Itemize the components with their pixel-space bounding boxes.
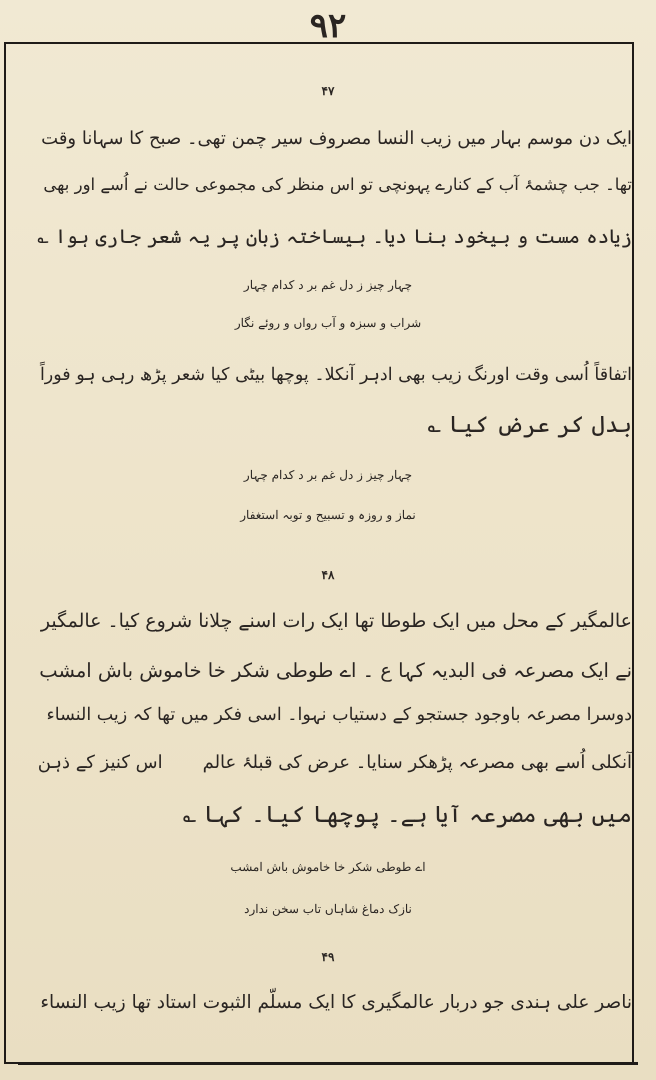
verse-line: چہار چیز ز دل غم بر د کدام چہار — [243, 278, 413, 292]
verse-line: شراب و سبزہ و آب رواں و روئے نگار — [234, 316, 422, 330]
paragraph-line-part: آنکلی اُسے بھی مصرعہ پڑھکر سنایا۔ عرض کی قبلۂ عالم — [202, 752, 632, 773]
page-border-shadow-bottom — [18, 1062, 638, 1065]
paragraph-line-part: اس کنیز کے ذہن — [37, 752, 163, 773]
page-number: ۹۲ — [309, 6, 347, 46]
paragraph-line — [38, 748, 632, 778]
paragraph-line: بدل کر عرض کیا ؎ — [427, 412, 632, 438]
verse-line: نماز و روزہ و تسبیح و توبہ استغفار — [240, 508, 416, 522]
paragraph-line: اتفاقاً اُسی وقت اورنگ زیب بھی ادہر آنکلا۔ پوچھا بیٹی کیا شعر پڑھ رہی ہو فوراً — [39, 365, 632, 385]
paragraph-line: دوسرا مصرعہ باوجود جستجو کے دستیاب نہوا۔ اسی فکر میں تھا کہ زیب النساء — [46, 705, 632, 725]
section-number-48: ۴۸ — [321, 568, 335, 582]
paragraph-line: عالمگیر کے محل میں ایک طوطا تھا ایک رات اسنے چلانا شروع کیا۔ عالمگیر — [40, 610, 632, 632]
paragraph-line: ناصر علی ہندی جو دربار عالمگیری کا ایک مسلّم الثبوت استاد تھا زیب النساء — [40, 992, 632, 1013]
verse-line: نازک دماغ شاہاں تاب سخن ندارد — [244, 902, 412, 916]
section-number-47: ۴۷ — [321, 84, 335, 98]
section-number-49: ۴۹ — [321, 950, 335, 964]
paragraph-line: ایک دن موسم بہار میں زیب النسا مصروف سیر چمن تھی۔ صبح کا سہانا وقت — [41, 128, 632, 149]
verse-line: اے طوطی شکر خا خاموش باش امشب — [230, 860, 426, 874]
paragraph-line: زیادہ مست و بیخود بنا دیا۔ بیساختہ زبان پر یہ شعر جاری ہوا ؎ — [37, 225, 632, 248]
paragraph-line: نے ایک مصرعہ فی البدیہ کہا ع ۔ اے طوطی شکر خا خاموش باش امشب — [39, 659, 632, 682]
paragraph-line: تھا۔ جب چشمۂ آب کے کنارے پہونچی تو اس منظر کی مجموعی حالت نے اُسے اور بھی — [43, 175, 632, 194]
paragraph-line: میں بھی مصرعہ آیا ہے۔ پوچھا کیا۔ کہا ؎ — [182, 802, 632, 828]
verse-line: چہار چیز ز دل غم بر د کدام چہار — [243, 468, 413, 482]
